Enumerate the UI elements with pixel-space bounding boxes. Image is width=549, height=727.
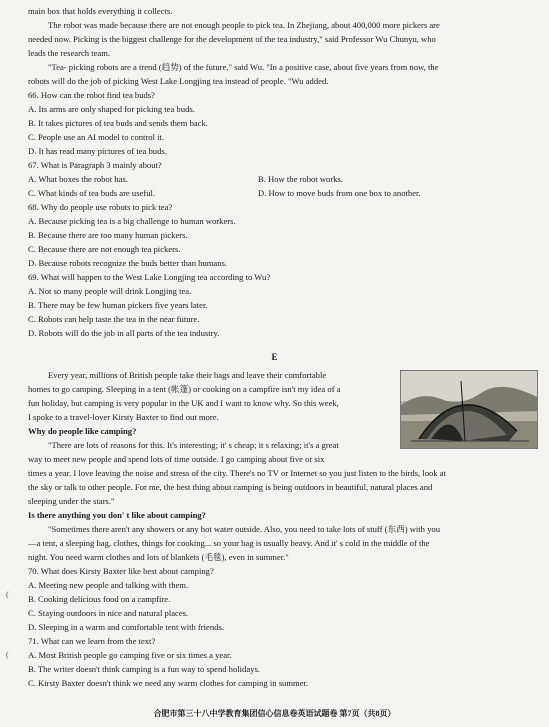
passage-line: "Tea- picking robots are a trend (趋势) of the future," said Wu. "In a positive case, about five years from now, the (48, 62, 439, 72)
passage-e-line: night. You need warm clothes and lots of blankets (毛毯), even in summer." (28, 552, 289, 562)
section-e-heading: E (271, 352, 278, 362)
question-69-stem: 69. What will happen to the West Lake Longjing tea according to Wu? (28, 272, 271, 282)
question-70-option-a: A. Meeting new people and talking with them. (28, 580, 189, 590)
passage-line: robots will do the job of picking West Lake Longjing tea instead of people. "Wu added. (28, 76, 329, 86)
passage-e-line: times a year. I love leaving the noise and stress of the city. There's no TV or Internet so you just listen to the birds, look at (28, 468, 446, 478)
question-71-option-a: A. Most British people go camping five or six times a year. (28, 650, 232, 660)
subheading-why-camping: Why do people like camping? (28, 426, 137, 436)
passage-e-line: —a tent, a sleeping bag, clothes, things for cooking... so your bag is usually heavy. And it' s cold in the middle of the (28, 538, 430, 548)
question-69-option-d: D. Robots will do the job in all parts of the tea industry. (28, 328, 220, 338)
tent-photo (400, 370, 538, 449)
question-67-option-d: D. How to move buds from one box to another. (258, 188, 421, 198)
passage-e-line: homes to go camping. Sleeping in a tent (帐篷) or cooking on a campfire isn't my idea of a (28, 384, 341, 394)
question-70-stem: 70. What does Kirsty Baxter like best about camping? (28, 566, 214, 576)
passage-e-line: way to meet new people and spend lots of time outside. I go camping about five or six (28, 454, 325, 464)
question-71-option-b: B. The writer doesn't think camping is a fun way to spend holidays. (28, 664, 260, 674)
question-68-option-d: D. Because robots recognize the buds better than humans. (28, 258, 228, 268)
passage-line: leads the research team. (28, 48, 111, 58)
subheading-dislike: Is there anything you don' t like about camping? (28, 510, 206, 520)
binder-mark: ( (6, 590, 9, 599)
question-68-option-c: C. Because there are not enough tea pickers. (28, 244, 181, 254)
question-70-option-d: D. Sleeping in a warm and comfortable tent with friends. (28, 622, 224, 632)
question-66-option-d: D. It has read many pictures of tea buds. (28, 146, 167, 156)
question-70-option-b: B. Cooking delicious food on a campfire. (28, 594, 171, 604)
question-67-option-b: B. How the robot works. (258, 174, 343, 184)
passage-line: The robot was made because there are not enough people to pick tea. In Zhejiang, about 400,000 more pickers are (48, 20, 440, 30)
question-71-option-c: C. Kirsty Baxter doesn't think we need any warm clothes for camping in summer. (28, 678, 309, 688)
passage-e-line: sleeping under the stars." (28, 496, 115, 506)
page-footer: 合肥市第三十八中学教育集团信心信息卷英语试题卷 第7页（共8页） (153, 709, 396, 718)
passage-e-line: Every year, millions of British people take their bags and leave their comfortable (48, 370, 327, 380)
passage-e-line: "Sometimes there aren't any showers or any hot water outside. Also, you need to take lots of stuff (东西) with you (48, 524, 441, 534)
passage-line: needed now. Picking is the biggest challenge for the development of the tea industry," said Professor Wu Chunyu, who (28, 34, 436, 44)
question-68-stem: 68. Why do people use robots to pick tea? (28, 202, 173, 212)
passage-line: main box that holds everything it collects. (28, 6, 173, 16)
question-69-option-b: B. There may be few human pickers five years later. (28, 300, 208, 310)
question-69-option-c: C. Robots can help taste the tea in the near future. (28, 314, 200, 324)
question-66-stem: 66. How can the robot find tea buds? (28, 90, 155, 100)
question-66-option-c: C. People use an AI model to control it. (28, 132, 165, 142)
question-68-option-a: A. Because picking tea is a big challenge to human workers. (28, 216, 236, 226)
question-66-option-b: B. It takes pictures of tea buds and sends them back. (28, 118, 208, 128)
question-71-stem: 71. What can we learn from the text? (28, 636, 156, 646)
binder-mark: ( (6, 650, 9, 659)
question-67-option-c: C. What kinds of tea buds are useful. (28, 188, 156, 198)
passage-e-line: fun holiday, but camping is very popular in the UK and I want to know why. So this week, (28, 398, 339, 408)
question-66-option-a: A. Its arms are only shaped for picking tea buds. (28, 104, 195, 114)
passage-e-line: "There are lots of reasons for this. It's interesting; it' s cheap; it s relaxing; it's a great (48, 440, 339, 450)
question-69-option-a: A. Not so many people will drink Longjing tea. (28, 286, 192, 296)
question-70-option-c: C. Staying outdoors in nice and natural places. (28, 608, 189, 618)
question-67-stem: 67. What is Paragraph 3 mainly about? (28, 160, 162, 170)
passage-e-line: the sky or talk to other people. For me, the best thing about camping is being outdoors in beautiful, natural places and (28, 482, 433, 492)
passage-e-line: I spoke to a travel-lover Kirsty Baxter to find out more. (28, 412, 219, 422)
question-68-option-b: B. Because there are too many human pickers. (28, 230, 188, 240)
question-67-option-a: A. What boxes the robot has. (28, 174, 128, 184)
